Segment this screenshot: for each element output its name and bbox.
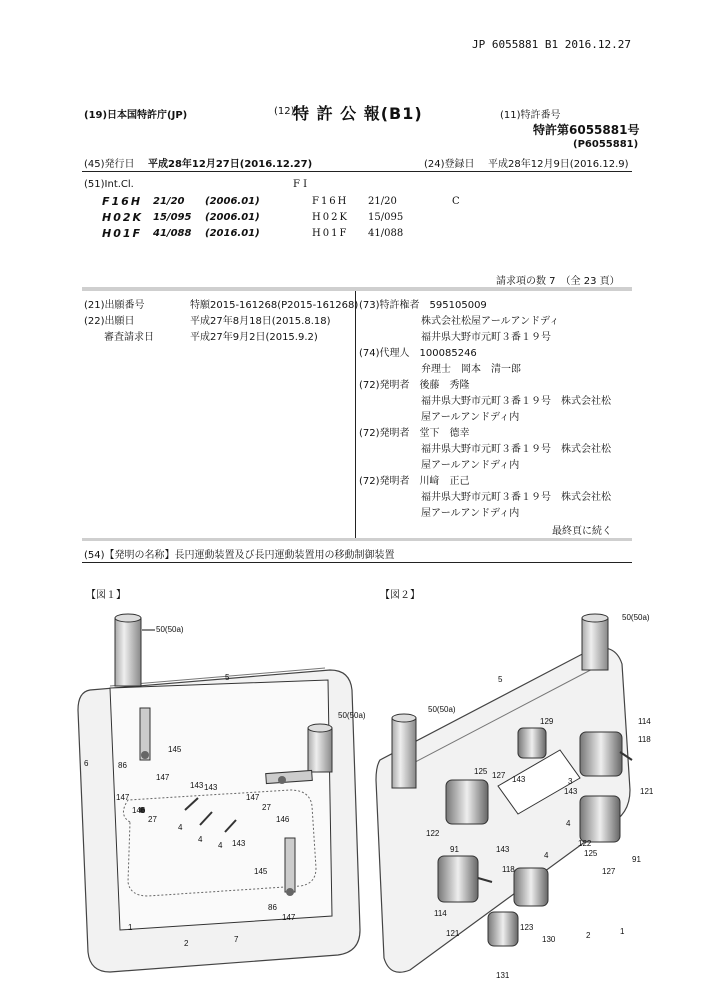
invention-title: (54)【発明の名称】長円運動装置及び長円運動装置用の移動制御装置 (84, 550, 395, 561)
reference-numeral: 147 (156, 773, 170, 782)
reference-numeral: 121 (640, 787, 654, 796)
figure-1-label: 【図１】 (86, 590, 126, 601)
reference-numeral: 118 (502, 865, 515, 874)
reference-numeral: 4 (198, 835, 203, 844)
fi-number: 15/095 (368, 212, 404, 223)
reference-numeral: 145 (168, 745, 182, 754)
reference-numeral: 147 (116, 793, 130, 802)
patent-number-sub: (P6055881) (573, 139, 639, 150)
ipc-version: (2006.01) (205, 196, 260, 207)
inventor-line: (72)発明者 後藤 秀隆 (359, 380, 470, 391)
reference-numeral: 2 (586, 931, 591, 940)
ipc-version: (2006.01) (205, 212, 260, 223)
issue-date: 平成28年12月27日(2016.12.27) (148, 159, 313, 170)
filing-date-label: (22)出願日 (84, 316, 135, 327)
reference-numeral: 145 (254, 867, 268, 876)
reference-numeral: 114 (638, 717, 651, 726)
reference-numeral: 86 (268, 903, 277, 912)
reference-numeral: 122 (426, 829, 440, 838)
gazette-title: 特 許 公 報(B1) (293, 104, 423, 123)
reference-numeral: 50(50a) (338, 711, 366, 720)
fi-extra: C (452, 196, 460, 207)
reference-numeral: 127 (492, 771, 506, 780)
patent-office: (19)日本国特許庁(JP) (84, 110, 188, 121)
reference-numeral: 4 (178, 823, 183, 832)
reference-numeral: 143 (190, 781, 204, 790)
fi-number: 41/088 (368, 228, 404, 239)
rule (82, 171, 632, 172)
reference-numeral: 5 (498, 675, 503, 684)
reference-numeral: 121 (446, 929, 460, 938)
registration-date: 平成28年12月9日(2016.12.9) (488, 159, 629, 170)
inventor-address: 福井県大野市元町３番１９号 株式会社松 (421, 492, 611, 503)
application-number-label: (21)出願番号 (84, 300, 145, 311)
gazette-number: (12) (274, 106, 295, 117)
reference-numeral: 125 (584, 849, 598, 858)
reference-numeral: 4 (544, 851, 549, 860)
reference-numeral: 146 (132, 806, 146, 815)
reference-numeral: 143 (564, 787, 578, 796)
reference-numeral: 50(50a) (622, 613, 650, 622)
patentee-address: 福井県大野市元町３番１９号 (421, 332, 551, 343)
reference-numeral: 143 (232, 839, 246, 848)
divider (355, 291, 356, 540)
patentee-line: (73)特許権者 595105009 (359, 300, 487, 311)
reference-numeral: 114 (434, 909, 447, 918)
figure-2-drawing (370, 600, 670, 980)
figure-2-label: 【図２】 (380, 590, 420, 601)
reference-numeral: 131 (496, 971, 510, 980)
reference-numeral: 4 (218, 841, 223, 850)
inventor-address-cont: 屋アールアンドディ内 (421, 508, 520, 519)
issue-date-label: (45)発行日 (84, 159, 135, 170)
reference-numeral: 86 (118, 761, 127, 770)
exam-request-date: 平成27年9月2日(2015.9.2) (190, 332, 318, 343)
rule (82, 287, 632, 291)
reference-numeral: 129 (540, 717, 554, 726)
reference-numeral: 143 (204, 783, 218, 792)
attorney-line: (74)代理人 100085246 (359, 348, 477, 359)
ipc-number: 41/088 (153, 228, 192, 239)
rule (82, 562, 632, 563)
reference-numeral: 91 (632, 855, 641, 864)
ipc-code: F16H (102, 195, 143, 208)
inventor-address-cont: 屋アールアンドディ内 (421, 412, 520, 423)
inventor-address: 福井県大野市元町３番１９号 株式会社松 (421, 396, 611, 407)
reference-numeral: 3 (568, 777, 573, 786)
reference-numeral: 4 (566, 819, 571, 828)
reference-numeral: 27 (148, 815, 157, 824)
reference-numeral: 27 (262, 803, 271, 812)
doc-number: JP 6055881 B1 2016.12.27 (472, 38, 631, 51)
fi-number: 21/20 (368, 196, 397, 207)
ipc-number: 15/095 (153, 212, 192, 223)
exam-request-label: 審査請求日 (104, 332, 154, 343)
reference-numeral: 147 (282, 913, 296, 922)
filing-date: 平成27年8月18日(2015.8.18) (190, 316, 331, 327)
claims-count: 請求項の数 7 （全 23 頁） (496, 276, 620, 287)
attorney-name: 弁理士 岡本 清一郎 (421, 364, 521, 375)
inventor-line: (72)発明者 堂下 德幸 (359, 428, 470, 439)
patent-number-label: (11)特許番号 (500, 110, 561, 121)
reference-numeral: 147 (246, 793, 260, 802)
reference-numeral: 130 (542, 935, 556, 944)
ipc-code: H01F (102, 227, 143, 240)
registration-date-label: (24)登録日 (424, 159, 475, 170)
reference-numeral: 1 (128, 923, 133, 932)
ipc-code: H02K (102, 211, 144, 224)
inventor-address: 福井県大野市元町３番１９号 株式会社松 (421, 444, 611, 455)
application-number: 特願2015-161268(P2015-161268) (190, 300, 359, 311)
ipc-number: 21/20 (153, 196, 185, 207)
patent-number: 特許第6055881号 (533, 123, 640, 137)
inventor-address-cont: 屋アールアンドディ内 (421, 460, 520, 471)
rule (82, 538, 632, 541)
reference-numeral: 6 (84, 759, 89, 768)
reference-numeral: 146 (276, 815, 290, 824)
inventor-line: (72)発明者 川﨑 正己 (359, 476, 470, 487)
continued-note: 最終頁に続く (552, 526, 612, 537)
reference-numeral: 50(50a) (428, 705, 456, 714)
reference-numeral: 143 (512, 775, 526, 784)
fi-code: F16H (312, 196, 349, 207)
reference-numeral: 122 (578, 839, 592, 848)
figure-1-drawing (70, 600, 370, 980)
patentee-name: 株式会社松屋アールアンドディ (421, 316, 560, 327)
fi-label: F I (293, 179, 308, 190)
reference-numeral: 143 (496, 845, 510, 854)
ipc-version: (2016.01) (205, 228, 260, 239)
reference-numeral: 50(50a) (156, 625, 184, 634)
reference-numeral: 5 (225, 673, 230, 682)
reference-numeral: 127 (602, 867, 616, 876)
reference-numeral: 125 (474, 767, 488, 776)
reference-numeral: 123 (520, 923, 534, 932)
reference-numeral: 1 (620, 927, 625, 936)
reference-numeral: 7 (234, 935, 239, 944)
reference-numeral: 2 (184, 939, 189, 948)
fi-code: H01F (312, 228, 349, 239)
reference-numeral: 91 (450, 845, 459, 854)
intcl-label: (51)Int.Cl. (84, 179, 134, 190)
reference-numeral: 118 (638, 735, 651, 744)
fi-code: H02K (312, 212, 349, 223)
